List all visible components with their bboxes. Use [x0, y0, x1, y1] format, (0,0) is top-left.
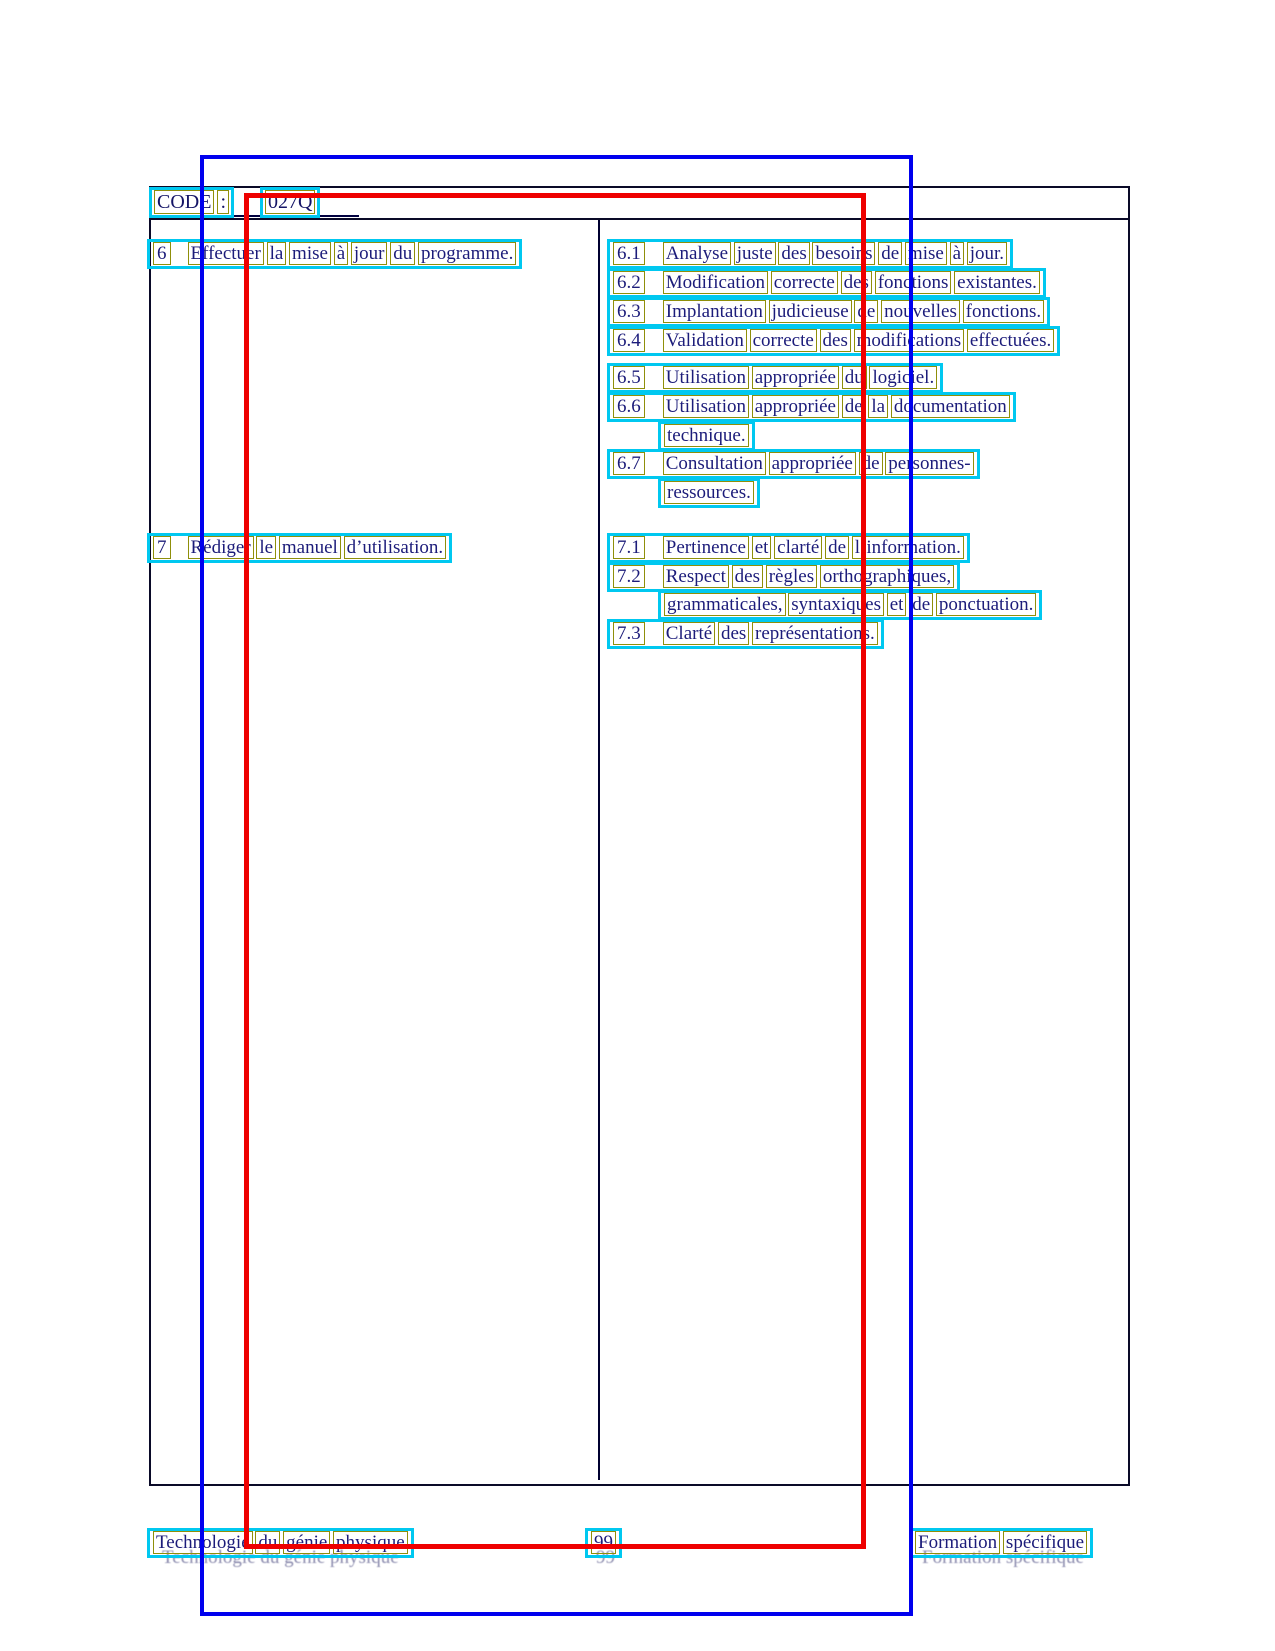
item-number: 7.1	[614, 537, 644, 558]
word-box: du	[844, 367, 864, 388]
word-box: spécifique	[1005, 1532, 1084, 1553]
word-box: correcte	[773, 272, 835, 293]
word-box: documentation	[893, 396, 1007, 417]
word-box: Utilisation	[665, 367, 746, 388]
item-number: 7	[154, 537, 170, 558]
word-box: effectuées.	[969, 330, 1052, 351]
footer-ghost-text: 99	[596, 1547, 615, 1568]
item-number: 6.5	[614, 367, 644, 388]
word-box: des	[781, 243, 807, 264]
word-box: et	[889, 594, 904, 615]
word-box: fonctions	[877, 272, 949, 293]
word-box: Utilisation	[665, 396, 746, 417]
word-box: de	[912, 594, 931, 615]
word-box: syntaxiques	[791, 594, 881, 615]
word-box: 99	[594, 1532, 613, 1553]
word-box: à	[952, 243, 961, 264]
footer-ghost-text: Technologie du génie physique	[162, 1547, 399, 1568]
item-number: 6.6	[614, 396, 644, 417]
item-number: 6.2	[614, 272, 644, 293]
text-block-region-border	[244, 193, 866, 1549]
word-box: fonctions.	[965, 301, 1042, 322]
word-box: jour	[353, 243, 385, 264]
word-box: Consultation	[665, 453, 763, 474]
word-box: modifications	[856, 330, 962, 351]
word-box: de	[881, 243, 900, 264]
word-box: de	[857, 301, 876, 322]
word-box: programme.	[420, 243, 514, 264]
code-label: CODE	[157, 191, 212, 213]
item-number: 6.4	[614, 330, 644, 351]
word-box: Analyse	[665, 243, 729, 264]
word-box: appropriée	[754, 396, 836, 417]
word-box: Implantation	[665, 301, 763, 322]
word-box: la	[871, 396, 886, 417]
item-number: 7.2	[614, 566, 644, 587]
word-box: des	[720, 623, 747, 644]
word-box: juste	[736, 243, 773, 264]
word-box: Formation	[918, 1532, 998, 1553]
item-number: 7.3	[614, 623, 644, 644]
word-box: le	[259, 537, 274, 558]
word-box: Clarté	[665, 623, 713, 644]
word-box: judicieuse	[771, 301, 849, 322]
word-box: de	[861, 453, 880, 474]
word-box: personnes-	[888, 453, 971, 474]
word-box: Respect	[665, 566, 726, 587]
word-box: du	[258, 1532, 278, 1553]
item-number: 6	[154, 243, 170, 264]
word-box: physique	[336, 1532, 405, 1553]
word-box: représentations.	[755, 623, 875, 644]
word-box: Pertinence	[665, 537, 746, 558]
word-box: mise	[907, 243, 944, 264]
word-box: et	[754, 537, 769, 558]
word-box: de	[844, 396, 863, 417]
word-box: de	[828, 537, 847, 558]
word-box: orthographiques,	[822, 566, 952, 587]
word-box: Validation	[665, 330, 744, 351]
word-box: du	[393, 243, 413, 264]
word-box: clarté	[777, 537, 820, 558]
item-number: 6.3	[614, 301, 644, 322]
word-box: d’utilisation.	[346, 537, 444, 558]
word-box: ressources.	[667, 482, 751, 503]
word-box: des	[734, 566, 760, 587]
word-box: logiciel.	[872, 367, 935, 388]
word-box: Technologie	[156, 1532, 250, 1553]
word-box: des	[843, 272, 869, 293]
word-box: nouvelles	[884, 301, 957, 322]
word-box: besoins	[815, 243, 873, 264]
code-colon: :	[220, 191, 227, 213]
word-box: la	[269, 243, 284, 264]
word-box: technique.	[667, 425, 746, 446]
word-box: mise	[292, 243, 328, 264]
code-value: 027Q	[268, 191, 313, 213]
item-number: 6.1	[614, 243, 644, 264]
word-box: l’information.	[854, 537, 961, 558]
word-box: Rédiger	[190, 537, 251, 558]
word-box: existantes.	[957, 272, 1037, 293]
word-box: ponctuation.	[938, 594, 1034, 615]
word-box: appropriée	[754, 367, 836, 388]
word-box: Modification	[665, 272, 765, 293]
word-box: des	[822, 330, 848, 351]
word-box: manuel	[281, 537, 338, 558]
word-box: Effectuer	[190, 243, 261, 264]
footer-ghost-text: Formation spécifique	[922, 1547, 1084, 1568]
word-box: règles	[768, 566, 815, 587]
text-line	[912, 1531, 1090, 1555]
word-box: grammaticales,	[667, 594, 783, 615]
word-box: jour.	[969, 243, 1005, 264]
word-box: correcte	[752, 330, 814, 351]
word-box: appropriée	[771, 453, 853, 474]
word-box: génie	[286, 1532, 328, 1553]
word-box: à	[336, 243, 346, 264]
item-number: 6.7	[614, 453, 644, 474]
